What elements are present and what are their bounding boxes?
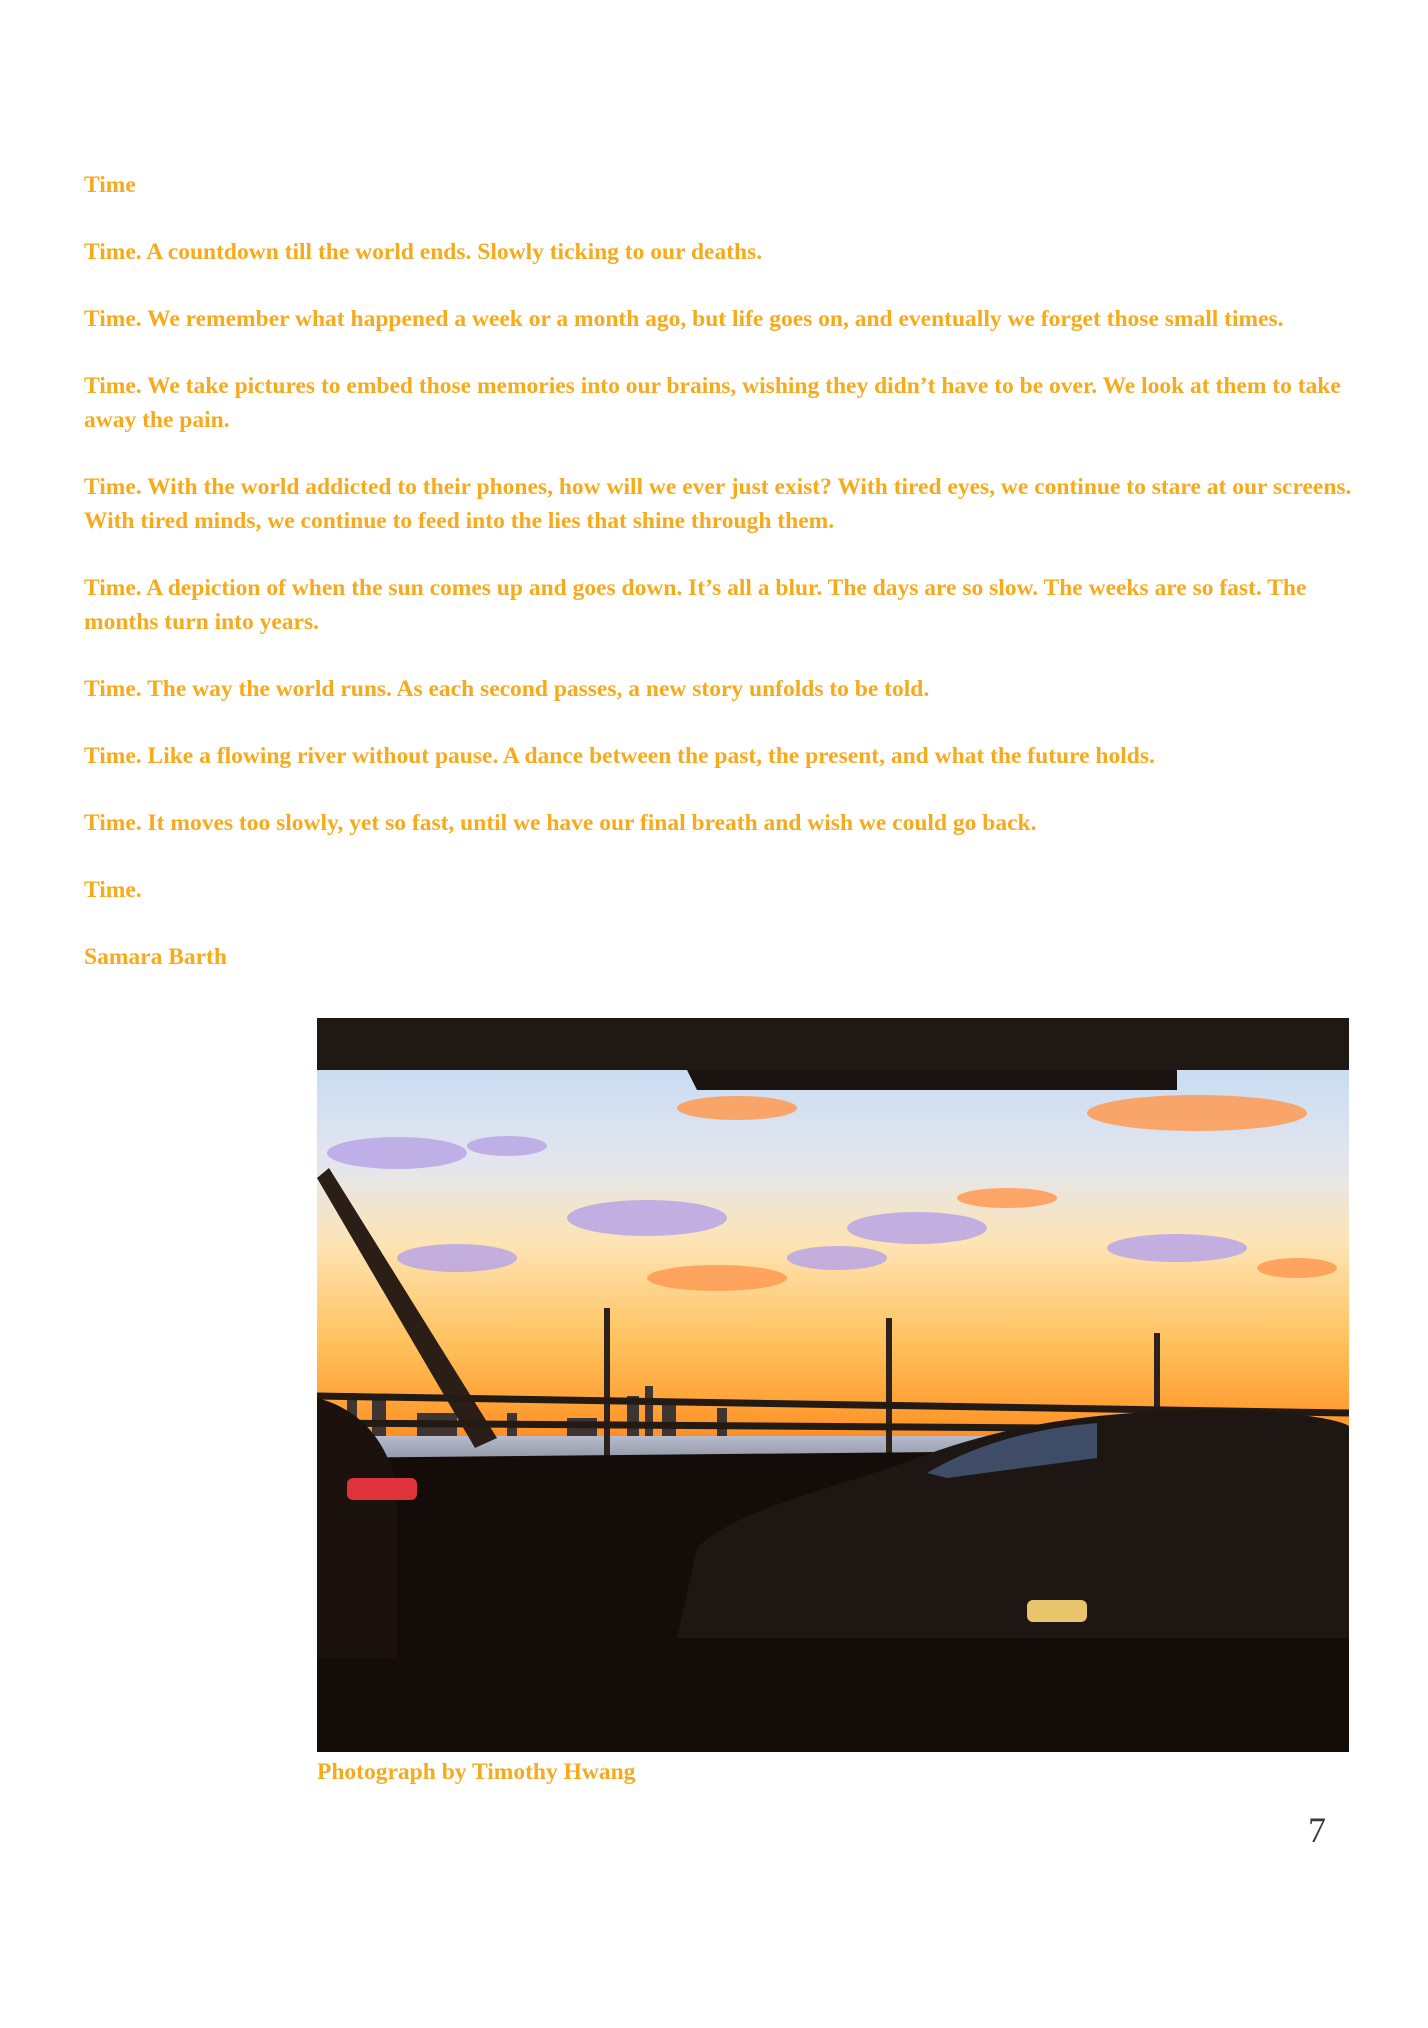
poem xyxy=(84,168,1354,974)
poem-stanza: Time. Like a flowing river without pause. A dance between the past, the present, and what the future holds. xyxy=(84,743,1155,769)
poem-stanza: Time. A countdown till the world ends. Slowly ticking to our deaths. xyxy=(84,239,763,265)
poem-stanza: Time. The way the world runs. As each second passes, a new story unfolds to be told. xyxy=(84,676,930,702)
poem-stanza: Time. It moves too slowly, yet so fast, until we have our final breath and wish we could go back. xyxy=(84,810,1037,836)
poem-title: Time xyxy=(84,172,136,198)
poem-stanza: Time. We remember what happened a week or a month ago, but life goes on, and eventually we forget those small times. xyxy=(84,306,1284,332)
poem-stanza: Time. We take pictures to embed those memories into our brains, wishing they didn’t have to be over. We look at them to take away the pain. xyxy=(84,373,1341,433)
page-number: 7 xyxy=(1308,1810,1326,1850)
poem-author: Samara Barth xyxy=(84,944,227,970)
photo-caption: Photograph by Timothy Hwang xyxy=(317,1759,636,1785)
poem-stanza: Time. xyxy=(84,877,142,903)
sunset-bridge-photograph xyxy=(317,1018,1349,1752)
poem-stanza: Time. A depiction of when the sun comes up and goes down. It’s all a blur. The days are so slow. The weeks are so fast. The months turn into years. xyxy=(84,575,1307,635)
photo-illustration xyxy=(317,1018,1349,1752)
poem-stanza: Time. With the world addicted to their phones, how will we ever just exist? With tired eyes, we continue to stare at our screens. With tired minds, we continue to feed into the lies that shine through them. xyxy=(84,474,1352,534)
